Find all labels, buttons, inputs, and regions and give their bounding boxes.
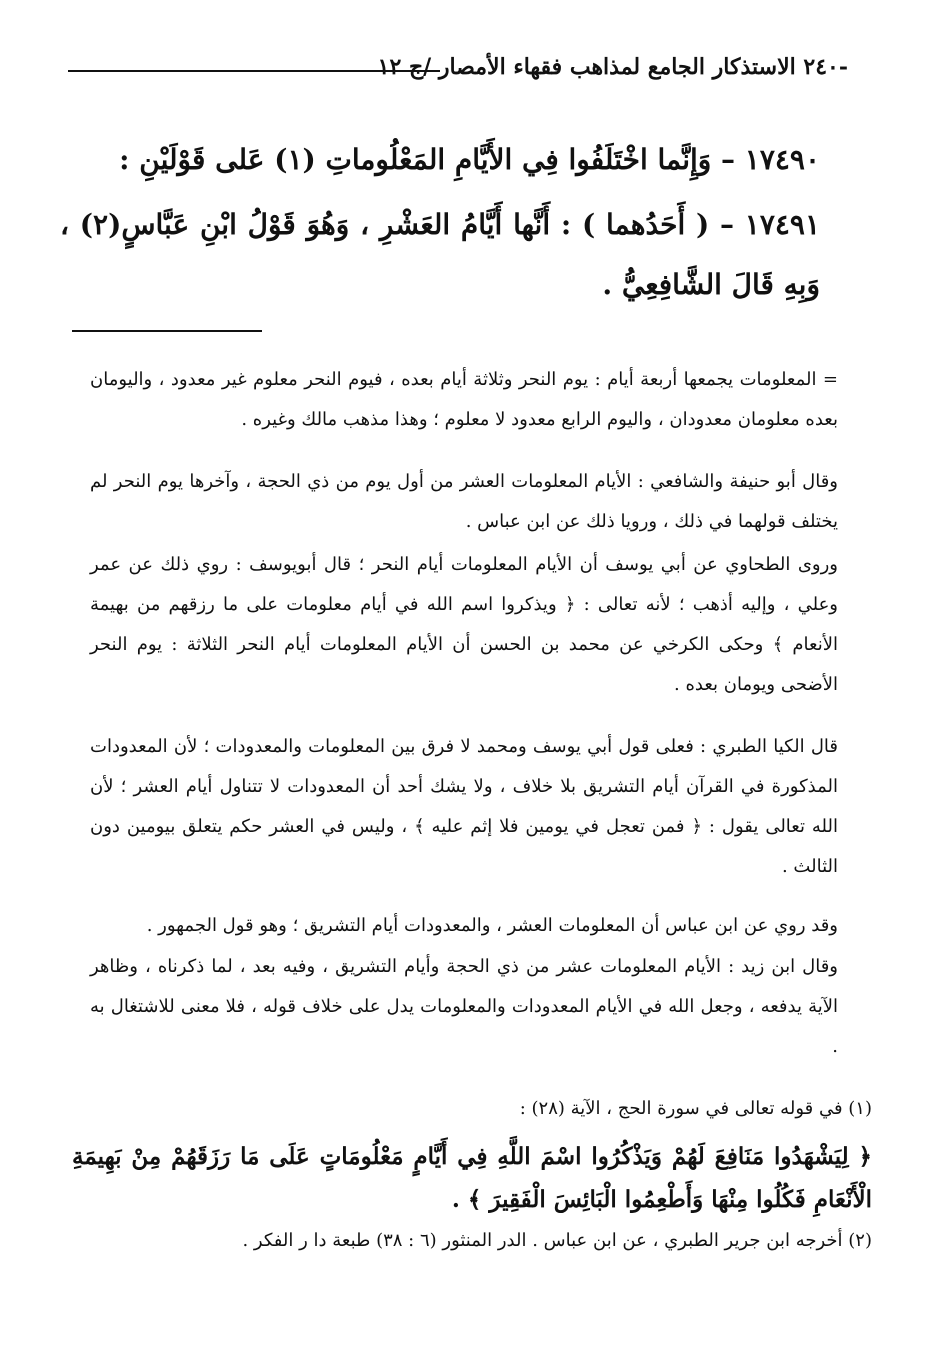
header-title: -٢٤٠ الاستذكار الجامع لمذاهب فقهاء الأمصار /ج ١٢: [377, 54, 848, 80]
note-paragraph: وروى الطحاوي عن أبي يوسف أن الأيام المعلومات أيام النحر ؛ قال أبويوسف : روي ذلك عن عمر وعلي ، وإليه أذهب ؛ لأنه تعالى : ﴿ ويذكروا اسم الله في أيام معلومات على ما رزقهم من بهيمة الأنعام ﴾ وحكى الكرخي عن محمد بن الحسن أن الأيام المعلومات أيام النحر الثلاثة : يوم النحر الأضحى ويومان بعده .: [90, 554, 838, 695]
main-paragraph-17490: ١٧٤٩٠ – وَإِنَّما اخْتَلَفُوا فِي الأَيَّامِ المَعْلُوماتِ (١) عَلى قَوْلَيْنِ :: [119, 143, 820, 176]
footnote-1-verse: ﴿ لِيَشْهَدُوا مَنَافِعَ لَهُمْ وَيَذْكُرُوا اسْمَ اللَّهِ فِي أَيَّامٍ مَعْلُومَاتٍ عَلَى مَا رَزَقَهُمْ مِنْ بَهِيمَةِ الْأَنْعَامِ فَكُلُوا مِنْهَا وَأَطْعِمُوا الْبَائِسَ الْفَقِيرَ ﴾ .: [72, 1143, 872, 1213]
main-paragraph-17491: ١٧٤٩١ – ( أَحَدُهما ) : أَنَّها أَيَّامُ العَشْرِ ، وَهُوَ قَوْلُ ابْنِ عَبَّاسٍ(٢) ، وَبِهِ قَالَ الشَّافِعِيُّ .: [60, 208, 820, 301]
notes-separator: [72, 330, 262, 332]
note-paragraph: وقال ابن زيد : الأيام المعلومات عشر من ذي الحجة وأيام التشريق ، وفيه بعد ، لما ذكرناه ، وظاهر الآية يدفعه ، وجعل الله في الأيام المعدودات والمعلومات يدل على خلاف قوله ، فلا معنى للاشتغال به .: [90, 956, 838, 1057]
note-paragraph: وقال أبو حنيفة والشافعي : الأيام المعلومات العشر من أول يوم من ذي الحجة ، وآخرها يوم النحر لم يختلف قولهما في ذلك ، ورويا ذلك عن ابن عباس .: [90, 471, 838, 532]
header-rule: [68, 70, 440, 72]
running-header: [68, 52, 848, 92]
footnote-1: (١) في قوله تعالى في سورة الحج ، الآية (٢٨) :: [519, 1098, 872, 1119]
note-paragraph: وقد روي عن ابن عباس أن المعلومات العشر ، والمعدودات أيام التشريق ؛ وهو قول الجمهور .: [146, 915, 838, 936]
note-paragraph: قال الكيا الطبري : فعلى قول أبي يوسف ومحمد لا فرق بين المعلومات والمعدودات ؛ لأن المعدودات المذكورة في القرآن أيام التشريق بلا خلاف ، ولا يشك أحد أن المعدودات لا تتناول أيام العشر ؛ لأن الله تعالى يقول : ﴿ فمن تعجل في يومين فلا إثم عليه ﴾ ، وليس في العشر حكم يتعلق بيومين دون الثالث .: [90, 736, 838, 877]
footnote-2: (٢) أخرجه ابن جرير الطبري ، عن ابن عباس . الدر المنثور (٦ : ٣٨) طبعة دا ر الفكر .: [242, 1230, 872, 1251]
note-paragraph: = المعلومات يجمعها أربعة أيام : يوم النحر وثلاثة أيام بعده ، فيوم النحر معلوم غير معدود ، واليومان بعده معلومان معدودان ، واليوم الرابع معدود لا معلوم ؛ وهذا مذهب مالك وغيره .: [90, 369, 838, 430]
